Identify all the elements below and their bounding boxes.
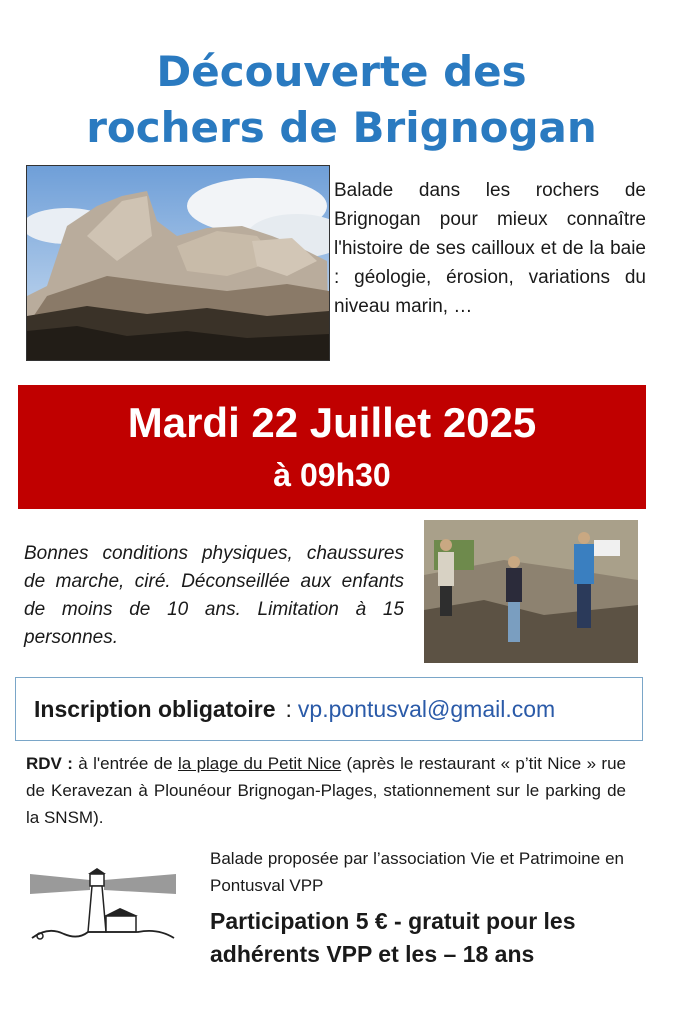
poster-title xyxy=(0,44,683,156)
inscription-label: Inscription obligatoire xyxy=(34,695,276,722)
rdv-text-after: (après le restaurant « p’tit Nice » rue de Keravezan à Plounéour Brignogan-Plages, stationnement sur le parking de la SNSM). xyxy=(26,754,626,827)
title-line-2: rochers de Brignogan xyxy=(86,103,597,152)
rdv-text-before: à l'entrée de xyxy=(72,754,178,773)
group-illustration xyxy=(424,520,638,663)
rocks-photo xyxy=(26,165,330,361)
association-text: Balade proposée par l’association Vie et Patrimoine en Pontusval VPP xyxy=(210,849,624,895)
title-line-1: Découverte des xyxy=(156,47,527,96)
rocks-illustration xyxy=(27,166,329,360)
rdv-label: RDV : xyxy=(26,754,73,773)
event-time: à 09h30 xyxy=(273,457,391,493)
rdv-place: la plage du Petit Nice xyxy=(177,754,342,773)
conditions-text: Bonnes conditions physiques, chaussures de marche, ciré. Déconseillée aux enfants de moins de 10 ans. Limitation à 15 personnes. xyxy=(24,543,404,648)
inscription-box xyxy=(15,677,643,741)
group-photo xyxy=(424,520,638,663)
price-text: Participation 5 € - gratuit pour les adhérents VPP et les – 18 ans xyxy=(210,908,576,967)
intro-text: Balade dans les rochers de Brignogan pour mieux connaître l'histoire de ses cailloux et de la baie : géologie, érosion, variations du niveau marin, … xyxy=(334,180,646,317)
contact-email-link[interactable]: vp.pontusval@gmail.com xyxy=(297,695,556,722)
meeting-point-text xyxy=(26,750,626,831)
lighthouse-logo-icon xyxy=(28,868,178,948)
event-date: Mardi 22 Juillet 2025 xyxy=(127,399,537,446)
inscription-separator: : xyxy=(285,695,292,722)
date-banner xyxy=(18,385,646,509)
